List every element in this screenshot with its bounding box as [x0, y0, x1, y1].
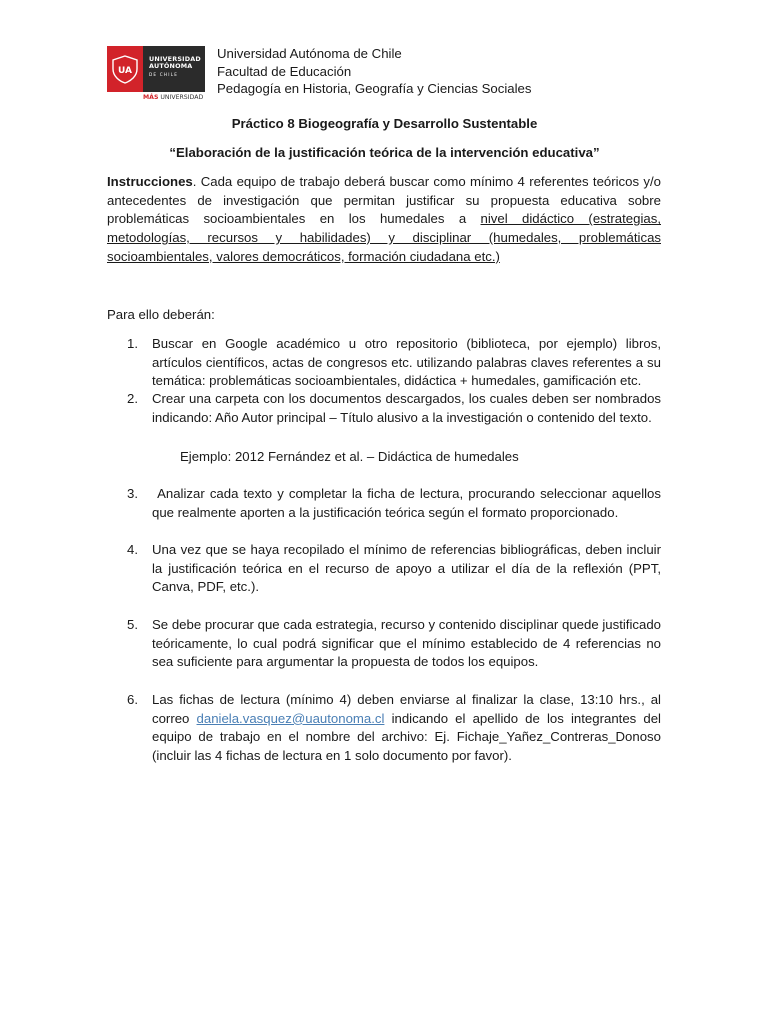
logo-initials: UA: [118, 66, 132, 76]
list-item-text: Crear una carpeta con los documentos descargados, los cuales deben ser nombrados indicando: Año Autor principal – Título alusivo a la investigación o contenido del texto.: [152, 391, 661, 425]
logo-emblem: [107, 46, 143, 92]
list-item-number: 5.: [127, 617, 138, 632]
list-item-text: Se debe procurar que cada estrategia, recurso y contenido disciplinar quede justificado teóricamente, lo cual podrá significar que el mínimo establecido de 4 referencias no sea suficiente para argumentar la propuesta de todos los equipos.: [152, 617, 661, 670]
logo-tagline: [143, 94, 203, 102]
logo-wordmark: [143, 46, 205, 92]
list-item-text: Buscar en Google académico u otro repositorio (biblioteca, por ejemplo) libros, artículos científicos, actas de congresos etc. utilizando palabras claves referentes a su temática: problemáticas socioambientales, didáctica + humedales, gamificación etc.: [152, 336, 661, 389]
instructions-paragraph: [107, 173, 661, 267]
logo-line1: UNIVERSIDAD: [149, 55, 201, 63]
instructions-underlined: nivel didáctico (estrategias, metodologías, recursos y habilidades) y disciplinar (humedales, problemáticas socioambientales, valores democráticos, formación ciudadana etc.): [107, 211, 661, 264]
list-item-number: 6.: [127, 692, 138, 707]
list-item-text: Una vez que se haya recopilado el mínimo de referencias bibliográficas, deben incluir la justificación teórica en el recurso de apoyo a utilizar el día de la reflexión (PPT, Canva, PDF, etc.).: [152, 542, 661, 595]
list-item-number: 3.: [127, 486, 138, 501]
email-link[interactable]: daniela.vasquez@uautonoma.cl: [196, 710, 385, 726]
example-text: Ejemplo: 2012 Fernández et al. – Didáctica de humedales: [180, 449, 519, 464]
list-item: [107, 541, 661, 597]
university-logo: [107, 46, 205, 102]
list-item: [107, 616, 661, 672]
list-item: [107, 390, 661, 427]
program-name: Pedagogía en Historia, Geografía y Ciencias Sociales: [217, 81, 532, 96]
list-item: [107, 335, 661, 391]
document-title: Práctico 8 Biogeografía y Desarrollo Sustentable: [231, 116, 538, 131]
faculty-name: Facultad de Educación: [217, 63, 352, 79]
logo-line3: DE CHILE: [149, 71, 179, 77]
list-item-text-after: indicando el apellido de los integrantes del equipo de trabajo en el nombre del archivo: Ej. Fichaje_Yañez_Contreras_Donoso (incluir las 4 fichas de lectura en 1 solo documento por favor).: [152, 710, 661, 764]
list-item-number: 1.: [127, 336, 138, 351]
list-item: [107, 485, 665, 522]
instructions-label: Instrucciones: [107, 174, 193, 189]
list-item-text-before: Las fichas de lectura (mínimo 4) deben enviarse al finalizar la clase, 13:10 hrs., al correo: [152, 692, 661, 726]
list-item-number: 4.: [127, 542, 138, 557]
shield-icon: [110, 54, 140, 84]
logo-line2: AUTÓNOMA: [149, 62, 193, 71]
list-item: [107, 691, 661, 766]
list-item-text: Analizar cada texto y completar la ficha de lectura, procurando seleccionar aquellos que realmente aporten a la justificación teórica según el formato proporcionado.: [152, 486, 665, 520]
university-name: Universidad Autónoma de Chile: [217, 46, 402, 61]
instructions-text: . Cada equipo de trabajo deberá buscar como mínimo 4 referentes teóricos y/o antecedentes de investigación que permitan justificar su propuesta educativa sobre problemáticas socioambientales en los humedales a: [107, 174, 661, 227]
intro-text: Para ello deberán:: [107, 307, 215, 322]
document-subtitle: “Elaboración de la justificación teórica de la intervención educativa”: [169, 145, 600, 160]
institution-header: [217, 45, 531, 98]
logo-tagline-rest: UNIVERSIDAD: [160, 94, 204, 101]
list-item-text: [152, 691, 661, 766]
logo-tagline-mas: MÁS: [143, 94, 159, 101]
list-item-number: 2.: [127, 391, 138, 406]
